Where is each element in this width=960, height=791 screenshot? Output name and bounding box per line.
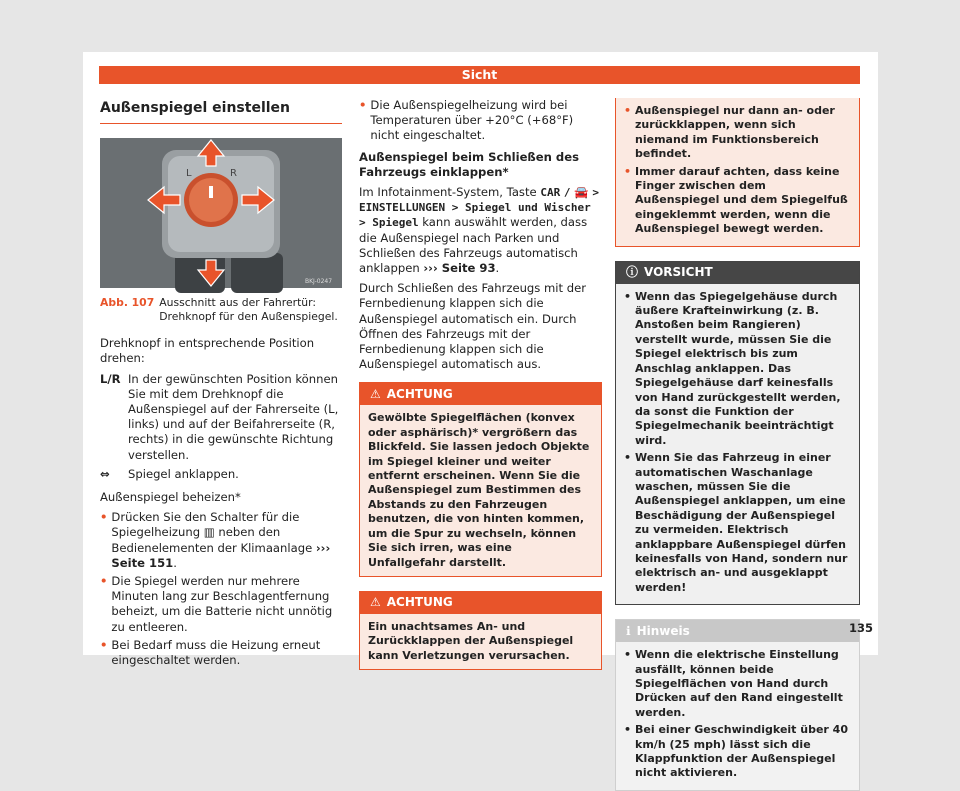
list-item: • Außenspiegel nur dann an- oder zurückklappen, wenn sich niemand im Funktionsbereich befindet. xyxy=(624,104,851,162)
definition-lr xyxy=(100,372,342,463)
definition-text: In der gewünschten Position können Sie mit dem Drehknopf die Außenspiegel auf der Fahrerseite (L, links) und auf der Beifahrerseite (R, rechts) in die gewünschte Richtung verstellen. xyxy=(128,371,339,462)
list-item: • Die Außenspiegelheizung wird bei Temperaturen über +20°C (+68°F) nicht eingeschaltet. xyxy=(359,98,602,144)
fold-icon: ⇔ xyxy=(100,466,110,481)
list-item: • Bei einer Geschwindigkeit über 40 km/h (25 mph) lässt sich die Klappfunktion der Außenspiegel nicht aktivieren. xyxy=(624,723,851,781)
intro-text: Drehknopf in entsprechende Position drehen: xyxy=(100,336,315,366)
warning-box xyxy=(359,591,602,670)
definition-fold xyxy=(100,467,342,482)
bullet-text: Immer darauf achten, dass keine Finger zwischen dem Außenspiegel und dem Spiegelfuß eingeklemmt werden, wenn die Außenspiegel bewegt werden. xyxy=(635,164,848,236)
list-item: • Drücken Sie den Schalter für die Spiegelheizung ▥ neben den Bedienelementen der Klimaanlage ››› Seite 151. xyxy=(100,510,331,570)
section-heading: Außenspiegel einstellen xyxy=(100,98,342,124)
car-button-label: CAR xyxy=(540,186,561,200)
figure-code: BKJ-0247 xyxy=(305,278,333,286)
heat-heading: Außenspiegel beheizen* xyxy=(100,490,241,505)
bullet-text: Bei Bedarf muss die Heizung erneut eingeschaltet werden. xyxy=(111,637,321,668)
page-reference-link[interactable]: ››› Seite 93 xyxy=(423,261,496,276)
menu-path: > EINSTELLUNGEN > Spiegel und Wischer > Spiegel xyxy=(359,186,599,230)
warning-text: Ein unachtsames An- und Zurückklappen der Außenspiegel kann Verletzungen verursachen. xyxy=(360,614,601,669)
warning-icon: ⚠ xyxy=(370,595,381,610)
bullet-text: Wenn Sie das Fahrzeug in einer automatischen Waschanlage waschen, müssen Sie die Außenspiegel anklappen, um eine Beschädigung der Außenspiegel zu vermeiden. Elektrisch anklappbare Außenspiegel dürfen keinesfalls von Hand, sondern nur elektrisch an- und ausgeklappt werden! xyxy=(635,451,848,594)
warning-box-continued xyxy=(615,98,860,247)
list-item: • Die Spiegel werden nur mehrere Minuten lang zur Beschlagentfernung beheizt, um die Batterie nicht unnötig zu entleeren. xyxy=(100,574,342,635)
definition-text: Spiegel anklappen. xyxy=(128,466,239,481)
info-circle-icon: ⓘ xyxy=(626,265,639,280)
page-reference-link[interactable]: ››› Seite 151 xyxy=(111,540,331,570)
knob-label-right: R xyxy=(230,168,237,180)
car-icon: 🚘 xyxy=(574,185,589,200)
figure-caption xyxy=(100,288,342,323)
bullet-text: Die Spiegel werden nur mehrere Minuten lang zur Beschlagentfernung beheizt, um die Batterie nicht unnötig zu entleeren. xyxy=(111,574,333,634)
column-middle xyxy=(359,98,602,670)
page-number: 135 xyxy=(849,621,874,635)
section-header: Sicht xyxy=(99,66,860,84)
column-left xyxy=(100,98,342,671)
figure-caption-text: Ausschnitt aus der Fahrertür: Drehknopf für den Außenspiegel. xyxy=(159,296,338,323)
column-right xyxy=(615,98,860,791)
warning-label: ACHTUNG xyxy=(386,595,453,610)
warning-icon: ⚠ xyxy=(370,386,381,401)
warning-box xyxy=(359,382,602,576)
list-item: • Wenn die elektrische Einstellung ausfällt, können beide Spiegelflächen von Hand durch Drücken auf den Rand eingestellt werden. xyxy=(624,648,851,720)
bullet-text: Die Außenspiegelheizung wird bei Temperaturen über +20°C (+68°F) nicht eingeschaltet. xyxy=(370,98,574,143)
figure-mirror-knob xyxy=(100,138,342,288)
fold-paragraph-2: Durch Schließen des Fahrzeugs mit der Fernbedienung klappen sich die Außenspiegel automatisch ein. Durch Öffnen des Fahrzeugs mit der Fernbedienung klappen sich die Außenspiegel automatisch aus. xyxy=(359,281,587,372)
figure-number: Abb. 107 xyxy=(100,296,155,310)
warning-label: ACHTUNG xyxy=(386,386,453,401)
list-item: • Wenn das Spiegelgehäuse durch äußere Krafteinwirkung (z. B. Anstoßen beim Rangieren) verstellt wurde, müssen Sie die Spiegel elektrisch bis zum Anschlag anklappen. Das Spiegelgehäuse darf keinesfalls von Hand zurückgestellt werden, da sonst die Funktion der Spiegelmechanik beeinträchtigt wird. xyxy=(624,290,851,448)
fold-heading: Außenspiegel beim Schließen des Fahrzeugs einklappen* xyxy=(359,149,579,179)
info-icon: ℹ xyxy=(626,623,631,638)
bullet-text: Wenn die elektrische Einstellung ausfällt, können beide Spiegelflächen von Hand durch Drücken auf den Rand eingestellt werden. xyxy=(635,648,843,719)
bullet-text: Wenn das Spiegelgehäuse durch äußere Krafteinwirkung (z. B. Anstoßen beim Rangieren) verstellt wurde, müssen Sie die Spiegel elektrisch bis zum Anschlag anklappen. Das Spiegelgehäuse darf keinesfalls von Hand zurückgestellt werden, da sonst die Funktion der Spiegelmechanik beeinträchtigt wird. xyxy=(635,289,841,447)
caution-label: VORSICHT xyxy=(644,265,713,280)
list-item: • Wenn Sie das Fahrzeug in einer automatischen Waschanlage waschen, müssen Sie die Außenspiegel anklappen, um eine Beschädigung der Außenspiegel zu vermeiden. Elektrisch anklappbare Außenspiegel dürfen keinesfalls von Hand, sondern nur elektrisch an- und ausgeklappt werden! xyxy=(624,451,851,595)
warning-text: Gewölbte Spiegelflächen (konvex oder asphärisch)* vergrößern das Blickfeld. Sie lassen jedoch Objekte im Spiegel kleiner und weiter entfernt erscheinen. Wenn Sie die Außenspiegel zum Bestimmen des Abstands zu den Fahrzeugen benutzen, die von hinten kommen, um die Spur zu wechseln, können Sie sich irren, was eine Unfallgefahr darstellt. xyxy=(360,405,601,575)
note-box xyxy=(615,619,860,791)
note-label: Hinweis xyxy=(636,623,690,638)
fold-paragraph-1: Im Infotainment-System, Taste CAR / 🚘 > EINSTELLUNGEN > Spiegel und Wischer > Spiegel kann auswählt werden, dass die Außenspiegel nach Parken und Schließen des Fahrzeugs automatisch anklappen ››› Seite 93. xyxy=(359,185,599,276)
list-item: • Bei Bedarf muss die Heizung erneut eingeschaltet werden. xyxy=(100,638,342,668)
definition-term: L/R xyxy=(100,371,121,386)
mirror-knob-illustration xyxy=(100,138,342,288)
bullet-text: Drücken Sie den Schalter für die Spiegelheizung ▥ neben den Bedienelementen der Klimaanlage xyxy=(111,510,313,555)
knob-label-left: L xyxy=(186,168,192,180)
caution-box xyxy=(615,261,860,606)
bullet-text: Bei einer Geschwindigkeit über 40 km/h (25 mph) lässt sich die Klappfunktion der Außenspiegel nicht aktivieren. xyxy=(635,723,848,780)
bullet-text: Außenspiegel nur dann an- oder zurückklappen, wenn sich niemand im Funktionsbereich befindet. xyxy=(635,104,835,161)
list-item: • Immer darauf achten, dass keine Finger zwischen dem Außenspiegel und dem Spiegelfuß eingeklemmt werden, wenn die Außenspiegel bewegt werden. xyxy=(624,165,851,237)
